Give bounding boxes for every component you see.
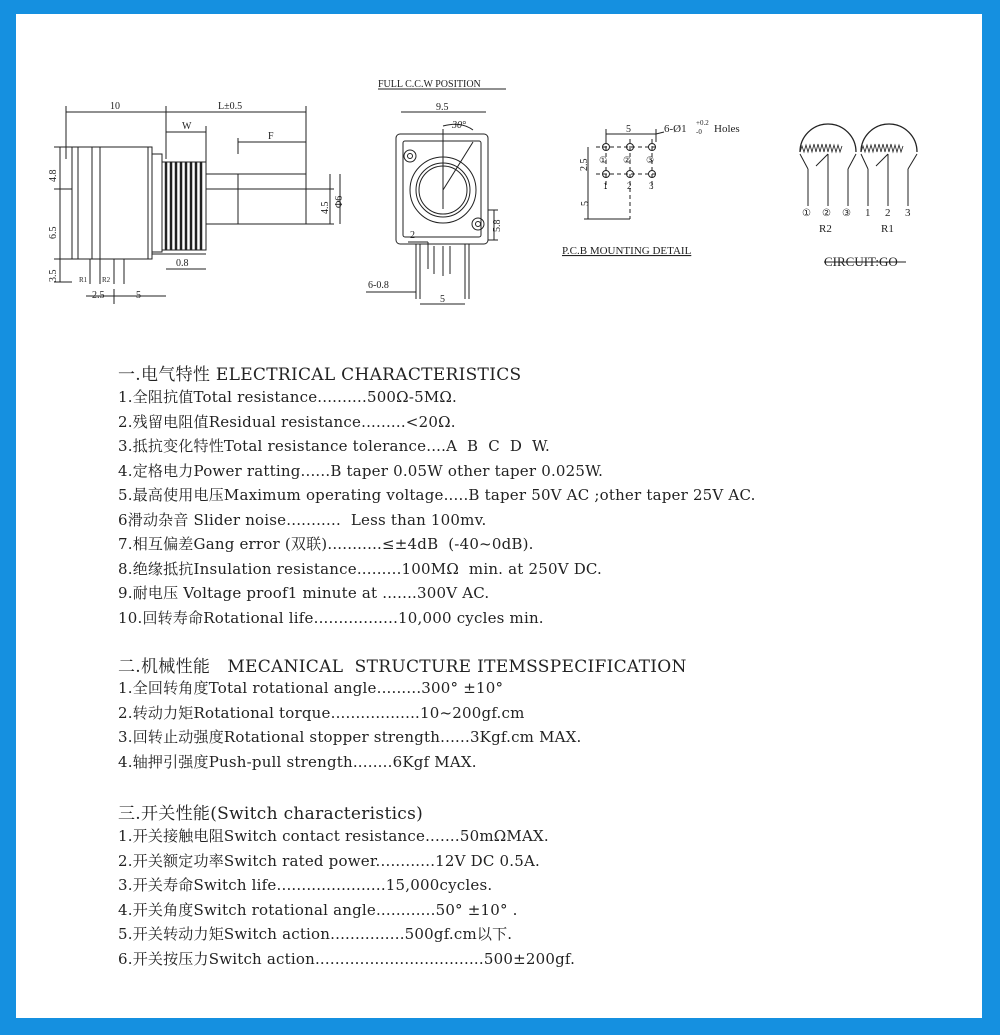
dim-5-label: 5 (136, 290, 141, 301)
dim-4-8-label: 4.8 (48, 169, 59, 182)
spec-item: 8.绝缘抵抗Insulation resistance.........100MΩ min. at 250V DC. (118, 559, 603, 578)
pcb-pin-bottom-3: 3 (649, 181, 654, 191)
dim-0-8-label: 0.8 (176, 258, 189, 269)
pcb-pin-top-3: ③ (646, 155, 655, 165)
pcb-holes-suffix: Holes (714, 123, 740, 135)
spec-item: 6滑动杂音 Slider noise........... Less than 100mv. (118, 510, 487, 529)
spec-item: 2.转动力矩Rotational torque..................10~200gf.cm (118, 703, 525, 722)
dim-6-0-8-label: 6-0.8 (368, 280, 389, 291)
front-dim-5-label: 5 (440, 294, 445, 305)
pcb-pin-bottom-2: 2 (627, 181, 632, 191)
dim-2-5-label: 2.5 (92, 290, 105, 301)
circuit-r2-pin-3: ③ (842, 208, 851, 219)
spec-item: 6.开关按压力Switch action..................................500±200gf. (118, 949, 576, 968)
pin-r2-label: R2 (102, 276, 111, 284)
circuit-r2-pin-2: ② (822, 208, 831, 219)
dim-2-label: 2 (410, 230, 415, 241)
dim-w-label: W (182, 121, 192, 132)
dim-10-label: 10 (110, 101, 120, 112)
spec-item: 4.开关角度Switch rotational angle............50° ±10° . (118, 900, 518, 919)
spec-item: 5.开关转动力矩Switch action...............500gf.cm以下. (118, 925, 513, 943)
pin-r1-label: R1 (79, 276, 88, 284)
pcb-holes-tol-lower: -0 (696, 128, 702, 136)
circuit-r2-pin-1: ① (802, 208, 811, 219)
dim-3-5-label: 3.5 (48, 269, 59, 282)
pcb-caption: P.C.B MOUNTING DETAIL (562, 245, 692, 257)
spec-item: 9.耐电压 Voltage proof1 minute at .......300V AC. (118, 584, 490, 602)
mechanical-spec-list (118, 676, 582, 774)
front-view-drawing (366, 89, 506, 304)
pcb-pin-top-2: ② (623, 155, 632, 165)
spec-item: 1.全回转角度Total rotational angle.........300° ±10° (118, 679, 504, 697)
pcb-holes-prefix: 6-Ø1 (664, 123, 687, 135)
switch-spec-list (118, 824, 575, 971)
pcb-dim-2-5-label: 2.5 (579, 158, 590, 171)
spec-item: 2.开关额定功率Switch rated power............12V DC 0.5A. (118, 851, 540, 870)
dim-5-8-label: 5.8 (492, 219, 503, 232)
spec-item: 1.开关接触电阻Switch contact resistance.......50mΩMAX. (118, 827, 549, 845)
electrical-spec-list (118, 385, 756, 630)
pcb-pin-bottom-1: 1 (603, 181, 608, 191)
section-switch-title: 三.开关性能(Switch characteristics) (118, 804, 424, 824)
circuit-r1-pin-3: 3 (905, 207, 911, 219)
datasheet-page (16, 14, 982, 1018)
section-mechanical-title: 二.机械性能 MECANICAL STRUCTURE ITEMSSPECIFICATION (118, 657, 687, 677)
pcb-dim-5-v-label: 5 (580, 201, 591, 206)
circuit-r1-label: R1 (881, 223, 894, 235)
circuit-r1-pin-1: 1 (865, 207, 871, 219)
spec-item: 4.定格电力Power ratting......B taper 0.05W other taper 0.025W. (118, 461, 604, 480)
spec-item: 5.最高使用电压Maximum operating voltage.....B taper 50V AC ;other taper 25V AC. (118, 486, 756, 504)
spec-item: 3.回转止动强度Rotational stopper strength......3Kgf.cm MAX. (118, 728, 582, 746)
spec-item: 4.轴押引强度Push-pull strength........6Kgf MAX. (118, 752, 477, 771)
pcb-dim-5-label: 5 (626, 124, 631, 135)
side-view-drawing (54, 106, 340, 304)
spec-item: 2.残留电阻值Residual resistance.........<20Ω. (118, 412, 456, 431)
dim-f-label: F (268, 131, 274, 142)
dim-l-label: L±0.5 (218, 101, 243, 112)
spec-item: 10.回转寿命Rotational life.................10,000 cycles min. (118, 608, 544, 627)
dim-phi6-label: Φ6 (334, 195, 345, 208)
spec-item: 3.开关寿命Switch life......................15,000cycles. (118, 876, 493, 894)
dim-4-5-label: 4.5 (320, 201, 331, 214)
circuit-r1-pin-2: 2 (885, 207, 891, 219)
dim-6-5-label: 6.5 (48, 226, 59, 239)
dim-9-5-label: 9.5 (436, 102, 449, 113)
pcb-mounting-detail (584, 129, 664, 219)
pcb-pin-top-1: ① (599, 155, 608, 165)
pcb-holes-tol-upper: +0.2 (696, 119, 709, 127)
spec-item: 7.相互偏差Gang error (双联)...........≤±4dB (-40~0dB). (118, 535, 534, 553)
circuit-zigzag (800, 144, 903, 152)
spec-item: 1.全阻抗值Total resistance..........500Ω-5MΩ. (118, 388, 457, 406)
circuit-r2-label: R2 (819, 223, 832, 235)
section-electrical-title: 一.电气特性 ELECTRICAL CHARACTERISTICS (118, 365, 522, 385)
dim-30-label: 30° (452, 120, 466, 131)
technical-drawing (16, 14, 982, 334)
front-view-title: FULL C.C.W POSITION (378, 79, 481, 90)
circuit-caption: CIRCUIT:GO (824, 254, 898, 269)
spec-item: 3.抵抗变化特性Total resistance tolerance....A B C D W. (118, 437, 550, 455)
